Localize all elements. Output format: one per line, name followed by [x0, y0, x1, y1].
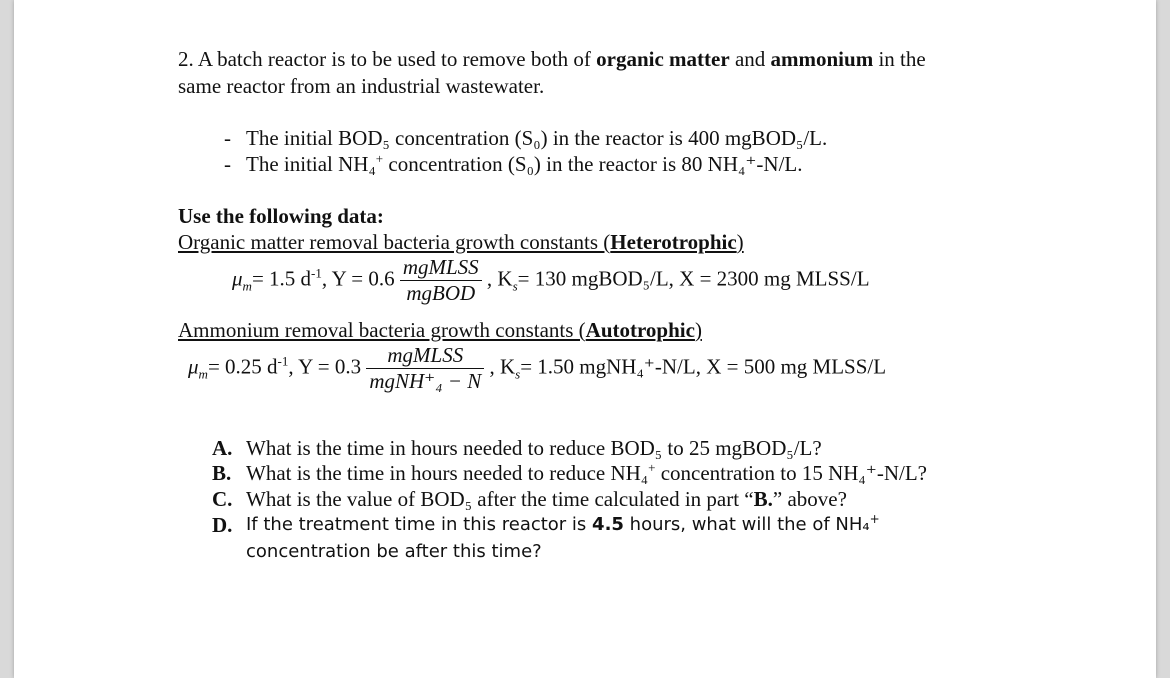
question-d-label — [212, 513, 232, 538]
question-d-text — [246, 514, 880, 535]
ks-label: , K — [486, 266, 513, 291]
intro-text: A batch reactor is to be used to remove both of — [197, 47, 591, 71]
auto-heading-bold: Autotrophic — [585, 318, 695, 342]
question-a-text: What is the time in hours needed to reduce BOD₅ to 25 mgBOD₅/L? — [246, 436, 822, 460]
document-page — [14, 0, 1156, 678]
data-heading-text: Use the following data: — [178, 204, 384, 228]
superscript-plus: + — [869, 512, 880, 526]
yield-fraction — [366, 343, 484, 394]
question-d-mid: hours, what will the of NH₄ — [623, 514, 870, 535]
mu-symbol: μ — [188, 354, 199, 379]
superscript-plus: + — [375, 151, 384, 166]
data-heading — [178, 204, 384, 229]
mu-value: = 0.25 d — [207, 354, 278, 379]
question-a-label — [212, 436, 232, 461]
mu-subscript: m — [198, 366, 208, 382]
bullet-dash: - — [224, 152, 231, 176]
question-label: C. — [212, 487, 233, 511]
question-label: D. — [212, 513, 233, 537]
fraction-numerator: mgMLSS — [366, 343, 484, 369]
question-c-pre: What is the value of BOD₅ after the time calculated in part “ — [246, 487, 754, 511]
question-d-bold: 4.5 — [592, 514, 624, 535]
hetero-heading-post: ) — [736, 230, 744, 254]
problem-intro-line1 — [178, 47, 926, 72]
mu-exponent: -1 — [311, 265, 322, 281]
auto-heading — [178, 318, 702, 343]
problem-number: 2. — [178, 47, 194, 71]
yield-value: , Y = 0.6 — [321, 266, 395, 291]
question-label: A. — [212, 436, 233, 460]
question-label: B. — [212, 461, 232, 485]
ks-value: = 130 mgBOD₅/L, X = 2300 mg MLSS/L — [517, 266, 870, 291]
auto-heading-pre: Ammonium removal bacteria growth constants ( — [178, 318, 586, 342]
bullet-dash: - — [224, 126, 231, 150]
ks-subscript: s — [515, 366, 521, 382]
bullet-nh4-pre: The initial NH₄ — [246, 152, 376, 176]
hetero-equation — [232, 255, 870, 306]
question-c-label — [212, 487, 232, 512]
auto-equation — [188, 343, 886, 394]
bullet-nh4 — [246, 152, 803, 177]
intro-text-end: in the — [878, 47, 926, 71]
question-b-post: concentration to 15 NH₄⁺-N/L? — [655, 461, 927, 485]
question-b-pre: What is the time in hours needed to reduce NH₄ — [246, 461, 649, 485]
hetero-heading — [178, 230, 744, 255]
mu-subscript: m — [242, 278, 252, 294]
question-c-post: ” above? — [772, 487, 847, 511]
bold-ammonium: ammonium — [770, 47, 874, 71]
fraction-numerator: mgMLSS — [400, 255, 482, 281]
intro-and: and — [734, 47, 766, 71]
question-c-bold: B. — [753, 487, 773, 511]
hetero-heading-bold: Heterotrophic — [610, 230, 737, 254]
ks-subscript: s — [512, 278, 518, 294]
mu-value: = 1.5 d — [251, 266, 312, 291]
bullet-nh4-post: concentration (S₀) in the reactor is 80 NH₄⁺-N/L. — [383, 152, 803, 176]
yield-value: , Y = 0.3 — [288, 354, 362, 379]
question-b-text — [246, 461, 927, 486]
superscript-plus: + — [648, 460, 656, 475]
yield-fraction — [400, 255, 482, 306]
bullet-bod: The initial BOD₅ concentration (S₀) in the reactor is 400 mgBOD₅/L. — [246, 126, 828, 150]
question-d-pre: If the treatment time in this reactor is — [246, 514, 593, 535]
ks-value: = 1.50 mgNH₄⁺-N/L, X = 500 mg MLSS/L — [520, 354, 887, 379]
hetero-heading-pre: Organic matter removal bacteria growth constants ( — [178, 230, 611, 254]
mu-exponent: -1 — [277, 353, 289, 369]
ks-label: , K — [489, 354, 516, 379]
question-d-line2: concentration be after this time? — [246, 541, 542, 562]
fraction-denominator: mgNH⁺₄ − N — [369, 369, 482, 393]
problem-intro-line2: same reactor from an industrial wastewater. — [178, 74, 545, 98]
question-c-text — [246, 487, 847, 512]
question-b-label — [212, 461, 231, 486]
bold-organic-matter: organic matter — [596, 47, 730, 71]
auto-heading-post: ) — [694, 318, 702, 342]
fraction-denominator: mgBOD — [406, 281, 476, 305]
mu-symbol: μ — [232, 266, 243, 291]
